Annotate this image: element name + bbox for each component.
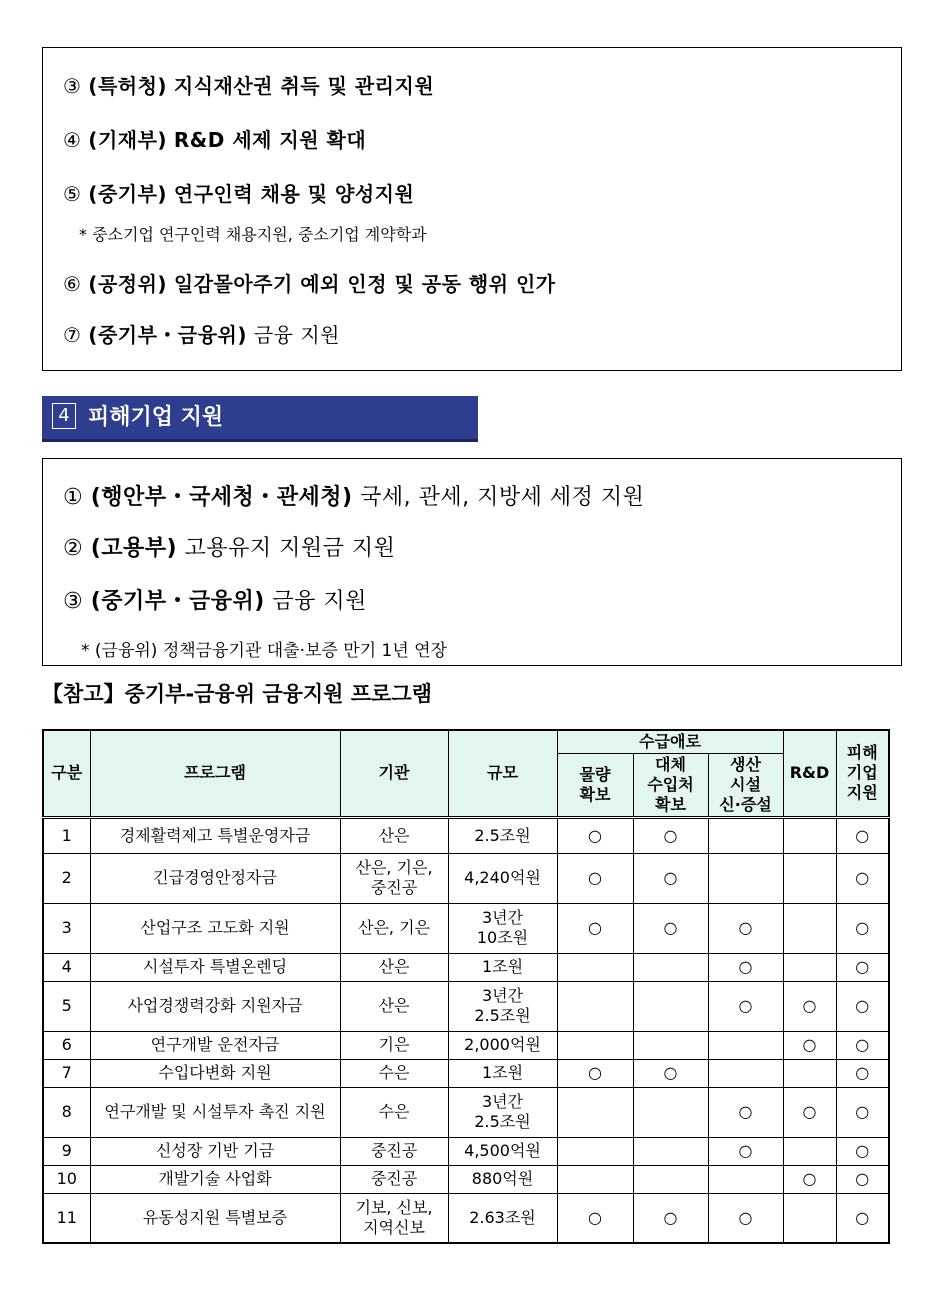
row-scale: 3년간 2.5조원 <box>448 1087 557 1137</box>
policy-box-2 <box>42 458 902 666</box>
row-scale: 880억원 <box>448 1165 557 1193</box>
row-rnd: ○ <box>783 1031 836 1059</box>
row-damaged: ○ <box>836 1137 889 1165</box>
row-agency: 중진공 <box>340 1137 448 1165</box>
row-rnd <box>783 853 836 903</box>
table-row <box>43 1087 889 1137</box>
row-rnd <box>783 953 836 981</box>
item-number: ② <box>63 536 84 561</box>
row-rnd <box>783 1059 836 1087</box>
row-damaged: ○ <box>836 981 889 1031</box>
row-program: 연구개발 및 시설투자 촉진 지원 <box>90 1087 340 1137</box>
policy-item-6 <box>63 268 556 297</box>
row-damaged: ○ <box>836 1059 889 1087</box>
item-number: ④ <box>63 128 82 152</box>
support-item-2 <box>63 531 395 562</box>
table-row <box>43 953 889 981</box>
row-scale: 2,000억원 <box>448 1031 557 1059</box>
item-agency: (공정위) <box>88 272 168 296</box>
row-supply-3 <box>708 853 783 903</box>
section-number: 4 <box>52 403 76 429</box>
policy-item-3 <box>63 70 434 99</box>
item-text: 지식재산권 취득 및 관리지원 <box>173 74 435 98</box>
row-number: 4 <box>43 953 90 981</box>
header-agency: 기관 <box>340 730 448 817</box>
row-agency: 기은 <box>340 1031 448 1059</box>
table-row <box>43 1059 889 1087</box>
header-scale: 규모 <box>448 730 557 817</box>
row-agency: 기보, 신보, 지역신보 <box>340 1193 448 1243</box>
policy-item-7 <box>63 319 340 348</box>
row-supply-2: ○ <box>633 903 708 953</box>
item-number: ① <box>63 485 84 510</box>
row-rnd <box>783 817 836 853</box>
header-supply-2: 대체 수입처 확보 <box>633 753 708 817</box>
row-number: 9 <box>43 1137 90 1165</box>
item-text: 금융 지원 <box>272 589 367 614</box>
table-row <box>43 903 889 953</box>
table-row <box>43 1165 889 1193</box>
row-number: 5 <box>43 981 90 1031</box>
row-number: 1 <box>43 817 90 853</box>
row-supply-1: ○ <box>557 817 633 853</box>
row-supply-1 <box>557 1031 633 1059</box>
row-damaged: ○ <box>836 903 889 953</box>
row-agency: 수은 <box>340 1059 448 1087</box>
support-item-1 <box>63 480 644 511</box>
row-rnd: ○ <box>783 981 836 1031</box>
row-supply-3 <box>708 1165 783 1193</box>
support-item-3 <box>63 584 367 615</box>
row-supply-1: ○ <box>557 903 633 953</box>
row-program: 신성장 기반 기금 <box>90 1137 340 1165</box>
row-scale: 4,500억원 <box>448 1137 557 1165</box>
box1-note: * 중소기업 연구인력 채용지원, 중소기업 계약학과 <box>79 225 427 244</box>
row-scale: 4,240억원 <box>448 853 557 903</box>
section-title: 피해기업 지원 <box>88 405 224 430</box>
row-damaged: ○ <box>836 1031 889 1059</box>
policy-item-4 <box>63 124 366 153</box>
row-program: 개발기술 사업화 <box>90 1165 340 1193</box>
row-damaged: ○ <box>836 853 889 903</box>
reference-title: 【참고】중기부-금융위 금융지원 프로그램 <box>42 682 432 706</box>
row-agency: 산은, 기은, 중진공 <box>340 853 448 903</box>
header-program: 프로그램 <box>90 730 340 817</box>
row-supply-1: ○ <box>557 1059 633 1087</box>
item-text: 고용유지 지원금 지원 <box>184 536 396 561</box>
row-supply-2 <box>633 1087 708 1137</box>
table-row <box>43 1193 889 1243</box>
row-program: 사업경쟁력강화 지원자금 <box>90 981 340 1031</box>
row-program: 유동성지원 특별보증 <box>90 1193 340 1243</box>
row-number: 11 <box>43 1193 90 1243</box>
item-agency: (행안부・국세청・관세청) <box>90 485 353 510</box>
item-text: 연구인력 채용 및 양성지원 <box>173 182 415 206</box>
row-damaged: ○ <box>836 817 889 853</box>
item-number: ③ <box>63 589 84 614</box>
row-program: 긴급경영안정자금 <box>90 853 340 903</box>
row-agency: 중진공 <box>340 1165 448 1193</box>
row-supply-3: ○ <box>708 953 783 981</box>
row-damaged: ○ <box>836 1087 889 1137</box>
row-scale: 1조원 <box>448 953 557 981</box>
header-supply-1: 물량 확보 <box>557 753 633 817</box>
row-supply-3 <box>708 1059 783 1087</box>
row-supply-3 <box>708 817 783 853</box>
item-agency: (중기부) <box>88 182 168 206</box>
row-agency: 수은 <box>340 1087 448 1137</box>
header-rnd: R&D <box>783 730 836 817</box>
item-agency: (특허청) <box>88 74 168 98</box>
row-scale: 1조원 <box>448 1059 557 1087</box>
row-agency: 산은 <box>340 981 448 1031</box>
item-agency: (중기부・금융위) <box>90 589 265 614</box>
item-number: ⑤ <box>63 182 82 206</box>
row-rnd: ○ <box>783 1165 836 1193</box>
row-supply-2: ○ <box>633 1059 708 1087</box>
item-text: 국세, 관세, 지방세 세정 지원 <box>360 485 645 510</box>
row-supply-2: ○ <box>633 817 708 853</box>
row-supply-2 <box>633 1137 708 1165</box>
row-damaged: ○ <box>836 1193 889 1243</box>
row-rnd <box>783 1193 836 1243</box>
item-text: 금융 지원 <box>253 323 340 347</box>
item-text: R&D 세제 지원 확대 <box>173 128 367 152</box>
row-supply-2: ○ <box>633 853 708 903</box>
header-supply-group: 수급애로 <box>557 730 783 753</box>
row-scale: 2.63조원 <box>448 1193 557 1243</box>
row-rnd: ○ <box>783 1087 836 1137</box>
row-supply-2 <box>633 1031 708 1059</box>
row-number: 10 <box>43 1165 90 1193</box>
row-number: 3 <box>43 903 90 953</box>
policy-box-1 <box>42 47 902 371</box>
row-program: 연구개발 운전자금 <box>90 1031 340 1059</box>
row-supply-3: ○ <box>708 981 783 1031</box>
row-number: 7 <box>43 1059 90 1087</box>
row-supply-1 <box>557 1087 633 1137</box>
row-damaged: ○ <box>836 953 889 981</box>
row-supply-1 <box>557 981 633 1031</box>
item-number: ⑥ <box>63 272 82 296</box>
row-agency: 산은 <box>340 953 448 981</box>
row-supply-2 <box>633 981 708 1031</box>
row-rnd <box>783 1137 836 1165</box>
row-supply-1 <box>557 1165 633 1193</box>
section-header <box>42 396 478 442</box>
table-row <box>43 981 889 1031</box>
item-agency: (고용부) <box>90 536 178 561</box>
row-supply-1 <box>557 953 633 981</box>
row-supply-3: ○ <box>708 1193 783 1243</box>
row-scale: 2.5조원 <box>448 817 557 853</box>
header-damaged: 피해 기업 지원 <box>836 730 889 817</box>
row-supply-2 <box>633 1165 708 1193</box>
header-supply-3: 생산 시설 신·증설 <box>708 753 783 817</box>
row-agency: 산은 <box>340 817 448 853</box>
row-scale: 3년간 10조원 <box>448 903 557 953</box>
row-supply-1 <box>557 1137 633 1165</box>
item-agency: (중기부・금융위) <box>88 323 247 347</box>
program-table <box>42 729 890 1244</box>
item-text: 일감몰아주기 예외 인정 및 공동 행위 인가 <box>173 272 556 296</box>
row-damaged: ○ <box>836 1165 889 1193</box>
row-agency: 산은, 기은 <box>340 903 448 953</box>
row-supply-1: ○ <box>557 853 633 903</box>
table-row <box>43 853 889 903</box>
item-agency: (기재부) <box>88 128 168 152</box>
row-supply-3: ○ <box>708 903 783 953</box>
policy-item-5 <box>63 178 414 207</box>
row-supply-2 <box>633 953 708 981</box>
row-number: 2 <box>43 853 90 903</box>
row-number: 8 <box>43 1087 90 1137</box>
row-supply-2: ○ <box>633 1193 708 1243</box>
item-number: ⑦ <box>63 323 82 347</box>
row-program: 시설투자 특별온렌딩 <box>90 953 340 981</box>
row-supply-3 <box>708 1031 783 1059</box>
row-number: 6 <box>43 1031 90 1059</box>
table-row <box>43 1031 889 1059</box>
box2-note: * (금융위) 정책금융기관 대출·보증 만기 1년 연장 <box>81 641 448 661</box>
row-program: 산업구조 고도화 지원 <box>90 903 340 953</box>
row-scale: 3년간 2.5조원 <box>448 981 557 1031</box>
row-supply-1: ○ <box>557 1193 633 1243</box>
row-rnd <box>783 903 836 953</box>
table-row <box>43 1137 889 1165</box>
item-number: ③ <box>63 74 82 98</box>
row-program: 수입다변화 지원 <box>90 1059 340 1087</box>
row-program: 경제활력제고 특별운영자금 <box>90 817 340 853</box>
row-supply-3: ○ <box>708 1087 783 1137</box>
row-supply-3: ○ <box>708 1137 783 1165</box>
header-no: 구분 <box>43 730 90 817</box>
table-row <box>43 817 889 853</box>
